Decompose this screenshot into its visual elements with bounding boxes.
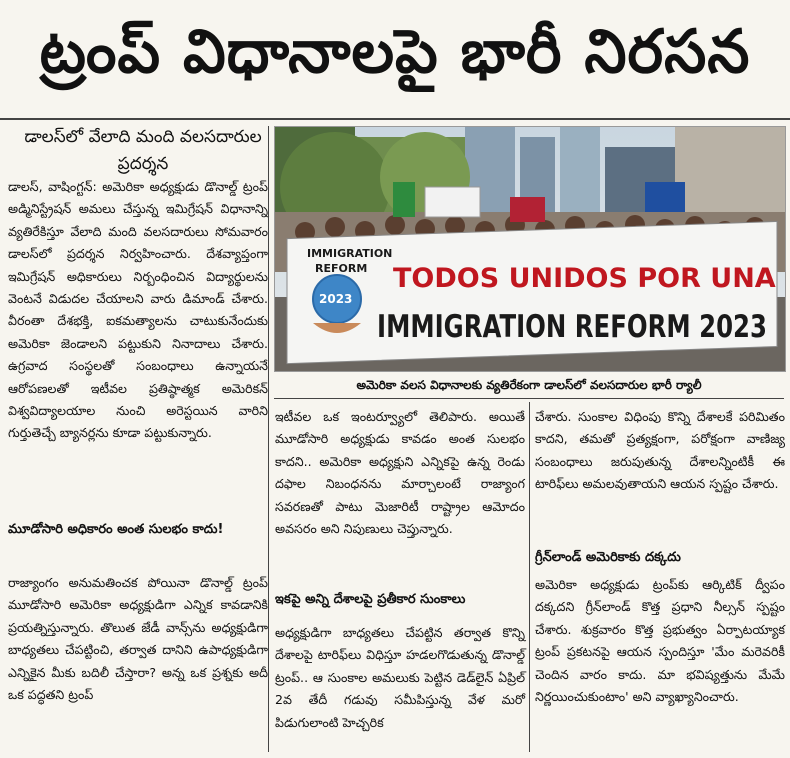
caption-rule	[274, 398, 784, 399]
left-sign-line1: IMMIGRATION	[307, 247, 393, 260]
article-col1-body2: రాజ్యాంగం అనుమతించక పోయినా డొనాల్డ్ ట్రంప్ మూడోసారి అమెరికా అధ్యక్షుడిగా ఎన్నిక కావడానికి ప్రయత్నిస్తున్నారు. తొలుత జేడీ వాన్స్‌ను అధ్యక్షుడిగా బాధ్యతలు చేపట్టించి, తర్వాత దానిని ఉపాధ్యక్షుడిగా ఎన్నికైన మీకు బదిలీ చేస్తారా? అన్న ఒక ప్రశ్నకు అదీ ఒక పద్ధతని ట్రంప్	[8, 575, 268, 703]
subheading-third-term: మూడోసారి అధికారం అంత సులభం కాదు!	[8, 522, 224, 537]
protest-photo	[274, 126, 786, 372]
headline-rule	[0, 118, 790, 120]
column-divider-2	[529, 402, 530, 752]
subheading-greenland: గ్రీన్‌లాండ్ అమెరికాకు దక్కదు	[535, 550, 681, 565]
left-sign-line2: REFORM	[315, 262, 368, 275]
photo-caption: అమెరికా వలస విధానాలకు వ్యతిరేకంగా డాలస్‌లో వలసదారుల భారీ ర్యాలీ	[356, 378, 702, 392]
article-col3-body2: అమెరికా అధ్యక్షుడు ట్రంప్‌కు ఆర్కిటిక్ ద్వీపం దక్కదని గ్రీన్‌లాండ్ కొత్త ప్రధాని నీల్సన్ స్పష్టం చేశారు. శుక్రవారం కొత్త ప్రభుత్వం ఏర్పాటయ్యాక ట్రంప్ ప్రకటనపై ఆయన స్పందిస్తూ 'మేం మరెవరికీ చెందిన వారం కాదు. మా భవిష్యత్తును మేమే నిర్ణయించుకుంటాం' అని వ్యాఖ్యానించారు.	[535, 577, 785, 705]
left-sign-year: 2023	[319, 292, 353, 306]
headline: ట్రంప్ విధానాలపై భారీ నిరసన	[39, 17, 751, 87]
banner-line2: IMMIGRATION REFORM 2023	[377, 309, 767, 345]
article-col2-body2: అధ్యక్షుడిగా బాధ్యతలు చేపట్టిన తర్వాత కొన్ని దేశాలపై టారిఫ్‌లు విధిస్తూ హడలగొడుతున్న డొనాల్డ్ ట్రంప్.. ఆ సుంకాల అమలుకు పెట్టిన డెడ్‌లైన్ ఏప్రిల్ 2వ తేదీ గడువు సమీపిస్తున్న వేళ మరో పిడుగులాంటి హెచ్చరిక	[275, 625, 525, 730]
column-divider-1	[268, 126, 269, 752]
banner-line1: TODOS UNIDOS POR UNA	[393, 263, 776, 294]
article-col3-body: చేశారు. సుంకాల విధింపు కొన్ని దేశాలకే పరిమితం కాదని, తమతో ప్రత్యక్షంగా, పరోక్షంగా వాణిజ్య సంబంధాలు జరుపుతున్న దేశాలన్నింటికీ ఈ టారిఫ్‌లు అమలవుతాయని ఆయన స్పష్టం చేశారు.	[535, 409, 785, 492]
protest-illustration	[275, 127, 785, 371]
subhead: డాలస్‌లో వేలాది మంది వలసదారుల ప్రదర్శన	[24, 127, 262, 174]
article-col1-body: డాలస్, వాషింగ్టన్: అమెరికా అధ్యక్షుడు డొనాల్డ్ ట్రంప్ అడ్మినిస్ట్రేషన్ అమలు చేస్తున్న ఇమిగ్రేషన్ విధానాన్ని వ్యతిరేకిస్తూ వేలాది మంది వలసదారులు సోమవారం డాలస్‌లో ప్రదర్శన నిర్వహించారు. దేశవ్యాప్తంగా ఇమిగ్రేషన్ అధికారులు నిర్బంధించిన విద్యార్థులను వెంటనే విడుదల చేయాలని వారు డిమాండ్ చేశారు. వీరంతా దేశభక్తి, ఐకమత్యాలను చాటుకునేందుకు అమెరికా జెండాలని పట్టుకుని నినాదాలు చేశారు. ఉగ్రవాద సంస్థలతో సంబంధాలు ఉన్నాయనే ఆరోపణలతో ఇటీవల ప్రతిష్ఠాత్మక అమెరికన్ విశ్వవిద్యాలయాల నుంచి అరెస్టయిన వారిని గుర్తుతెచ్చే బ్యానర్లను కూడా పట్టుకున్నారు.	[8, 179, 268, 441]
article-col2-body: ఇటీవల ఒక ఇంటర్వ్యూలో తెలిపారు. అయితే మూడోసారి అధ్యక్షుడు కావడం అంత సులభం కాదని.. అమెరికా అధ్యక్షుని ఎన్నికపై ఉన్న రెండు దఫాల నిబంధనను మార్చాలంటే రాజ్యాంగ సవరణతో పాటు మెజారిటీ రాష్ట్రాల ఆమోదం అవసరం అని నిపుణులు చెప్తున్నారు.	[275, 409, 525, 537]
subheading-tariffs: ఇకపై అన్ని దేశాలపై ప్రతీకార సుంకాలు	[275, 592, 466, 607]
